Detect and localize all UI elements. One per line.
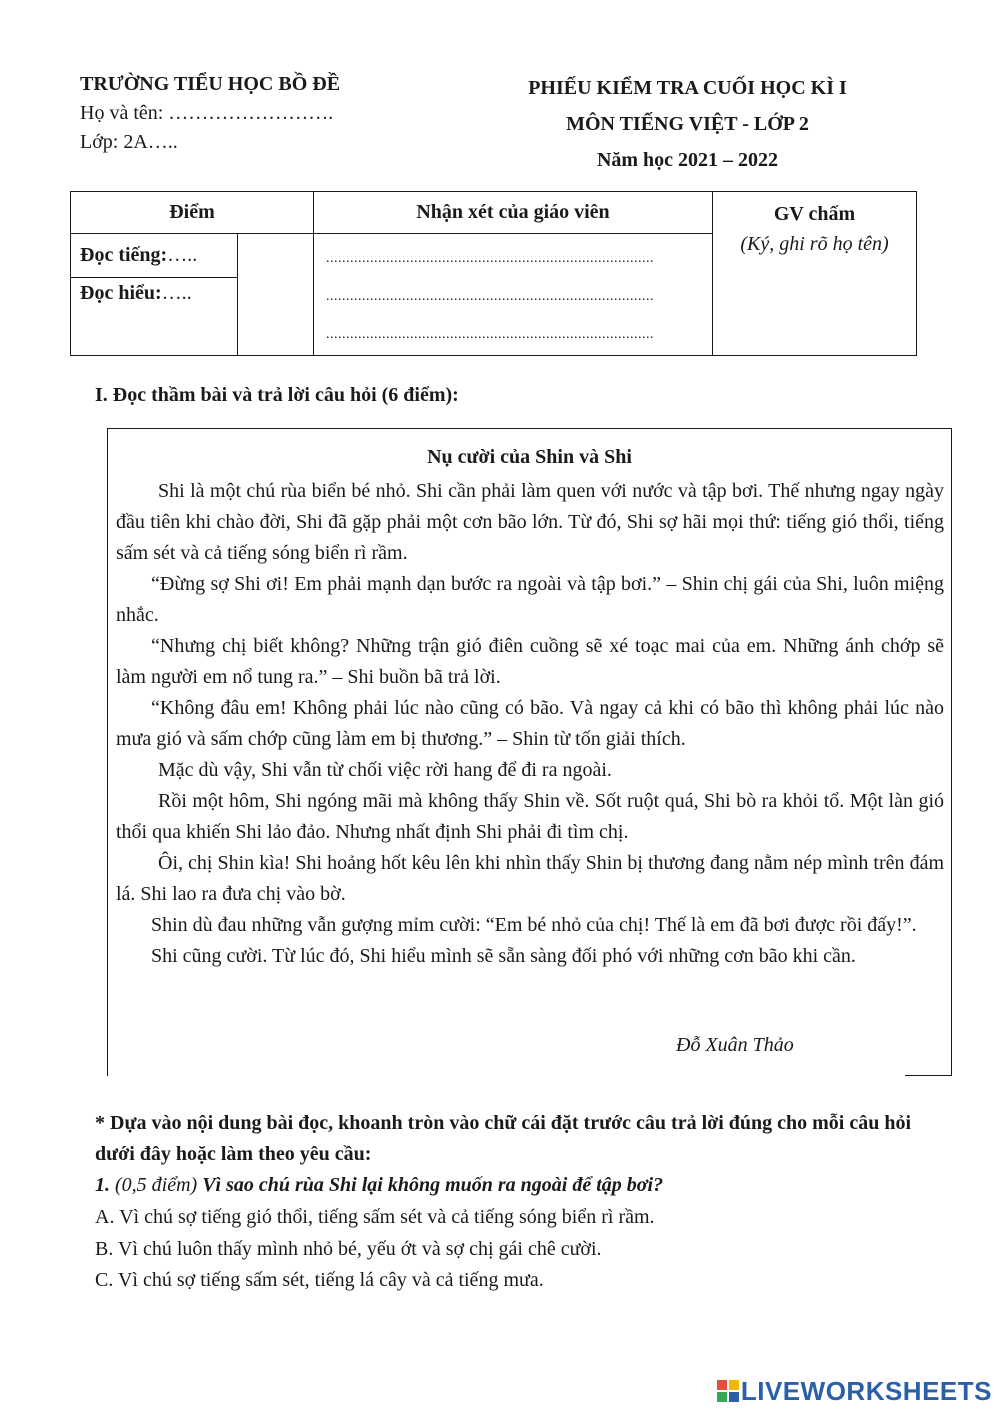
comment-line: .................................................................................. <box>326 327 655 342</box>
passage-box <box>107 428 952 1076</box>
student-name-field[interactable]: Họ và tên: ……………………. <box>80 102 334 124</box>
passage-paragraph: Shi là một chú rùa biển bé nhỏ. Shi cần phải làm quen với nước và tập bơi. Thế nhưng ngay ngày đầu tiên khi chào đời, Shi đã gặp phải một cơn bão lớn. Từ đó, Shi sợ hãi mọi thứ: tiếng gió thổi, tiếng sấm sét và cả tiếng sóng biển rì rầm. <box>116 480 944 564</box>
passage-paragraph: Mặc dù vậy, Shi vẫn từ chối việc rời hang để đi ra ngoài. <box>158 759 612 781</box>
grader-cell <box>713 192 917 356</box>
comment-line: .................................................................................. <box>326 251 655 266</box>
class-field[interactable]: Lớp: 2A….. <box>80 131 178 153</box>
passage-border-stub <box>905 1075 952 1076</box>
section-title: I. Đọc thầm bài và trả lời câu hỏi (6 điểm): <box>95 384 459 406</box>
option-c[interactable]: C. Vì chú sợ tiếng sấm sét, tiếng lá cây và cả tiếng mưa. <box>95 1269 544 1291</box>
comment-cell[interactable] <box>314 234 713 356</box>
passage-body <box>116 476 944 972</box>
score-value-cell[interactable] <box>238 234 314 356</box>
header-right <box>470 70 905 178</box>
reading-aloud-label: Đọc tiếng:….. <box>71 234 238 278</box>
comment-header: Nhận xét của giáo viên <box>314 192 713 234</box>
exam-title: PHIẾU KIỂM TRA CUỐI HỌC KÌ I <box>528 77 847 99</box>
passage-title: Nụ cười của Shin và Shi <box>427 446 632 468</box>
answer-options <box>95 1202 655 1297</box>
subject-title: MÔN TIẾNG VIỆT - LỚP 2 <box>566 113 809 135</box>
question-number: 1. <box>95 1174 110 1196</box>
logo-blocks-icon <box>717 1378 741 1404</box>
grader-note: (Ký, ghi rõ họ tên) <box>740 233 889 255</box>
option-a[interactable]: A. Vì chú sợ tiếng gió thổi, tiếng sấm sét và cả tiếng sóng biển rì rầm. <box>95 1206 655 1228</box>
school-name: TRƯỜNG TIỂU HỌC BỒ ĐỀ <box>80 73 341 95</box>
passage-paragraph: “Nhưng chị biết không? Những trận gió điên cuồng sẽ xé toạc mai của em. Những ánh chớp sẽ làm người em nổ tung ra.” – Shi buồn bã trả lời. <box>116 635 944 688</box>
score-header: Điểm <box>71 192 314 234</box>
option-b[interactable]: B. Vì chú luôn thấy mình nhỏ bé, yếu ớt và sợ chị gái chê cười. <box>95 1237 602 1260</box>
passage-paragraph: “Không đâu em! Không phải lúc nào cũng có bão. Và ngay cả khi có bão thì không phải lúc nào mưa gió và sấm chớp cũng làm em bị thương.” – Shin từ tốn giải thích. <box>116 697 944 750</box>
passage-paragraph: Shin dù đau những vẫn gượng mỉm cười: “Em bé nhỏ của chị! Thế là em đã bơi được rồi đấy!”. <box>151 914 917 936</box>
question-points: (0,5 điểm) <box>115 1174 198 1196</box>
header-left <box>80 70 340 157</box>
grader-header: GV chấm <box>773 203 856 225</box>
liveworksheets-logo <box>717 1377 992 1405</box>
school-year: Năm học 2021 – 2022 <box>596 149 779 171</box>
reading-comprehension-label: Đọc hiểu:….. <box>71 278 238 356</box>
passage-paragraph: Rồi một hôm, Shi ngóng mãi mà không thấy Shin về. Sốt ruột quá, Shi bò ra khỏi tổ. Một làn gió thổi qua khiến Shi lảo đảo. Nhưng nhất định Shi phải đi tìm chị. <box>116 790 944 843</box>
comment-line: .................................................................................. <box>326 289 655 304</box>
question-text: Vì sao chú rùa Shi lại không muốn ra ngoài để tập bơi? <box>202 1174 664 1196</box>
score-table <box>70 191 917 356</box>
passage-paragraph: “Đừng sợ Shi ơi! Em phải mạnh dạn bước ra ngoài và tập bơi.” – Shin chị gái của Shi, luôn miệng nhắc. <box>116 573 944 626</box>
logo-text: LIVEWORKSHEETS <box>740 1375 992 1406</box>
passage-paragraph: Shi cũng cười. Từ lúc đó, Shi hiểu mình sẽ sẵn sàng đối phó với những cơn bão khi cần. <box>151 945 856 967</box>
passage-paragraph: Ôi, chị Shin kìa! Shi hoảng hốt kêu lên khi nhìn thấy Shin bị thương đang nằm nép mình trên đám lá. Shi lao ra đưa chị vào bờ. <box>116 852 944 905</box>
question-1 <box>95 1170 663 1201</box>
passage-author: Đỗ Xuân Thảo <box>676 1034 794 1056</box>
instructions: * Dựa vào nội dung bài đọc, khoanh tròn vào chữ cái đặt trước câu trả lời đúng cho mỗi câu hỏi dưới đây hoặc làm theo yêu cầu: <box>95 1112 912 1165</box>
